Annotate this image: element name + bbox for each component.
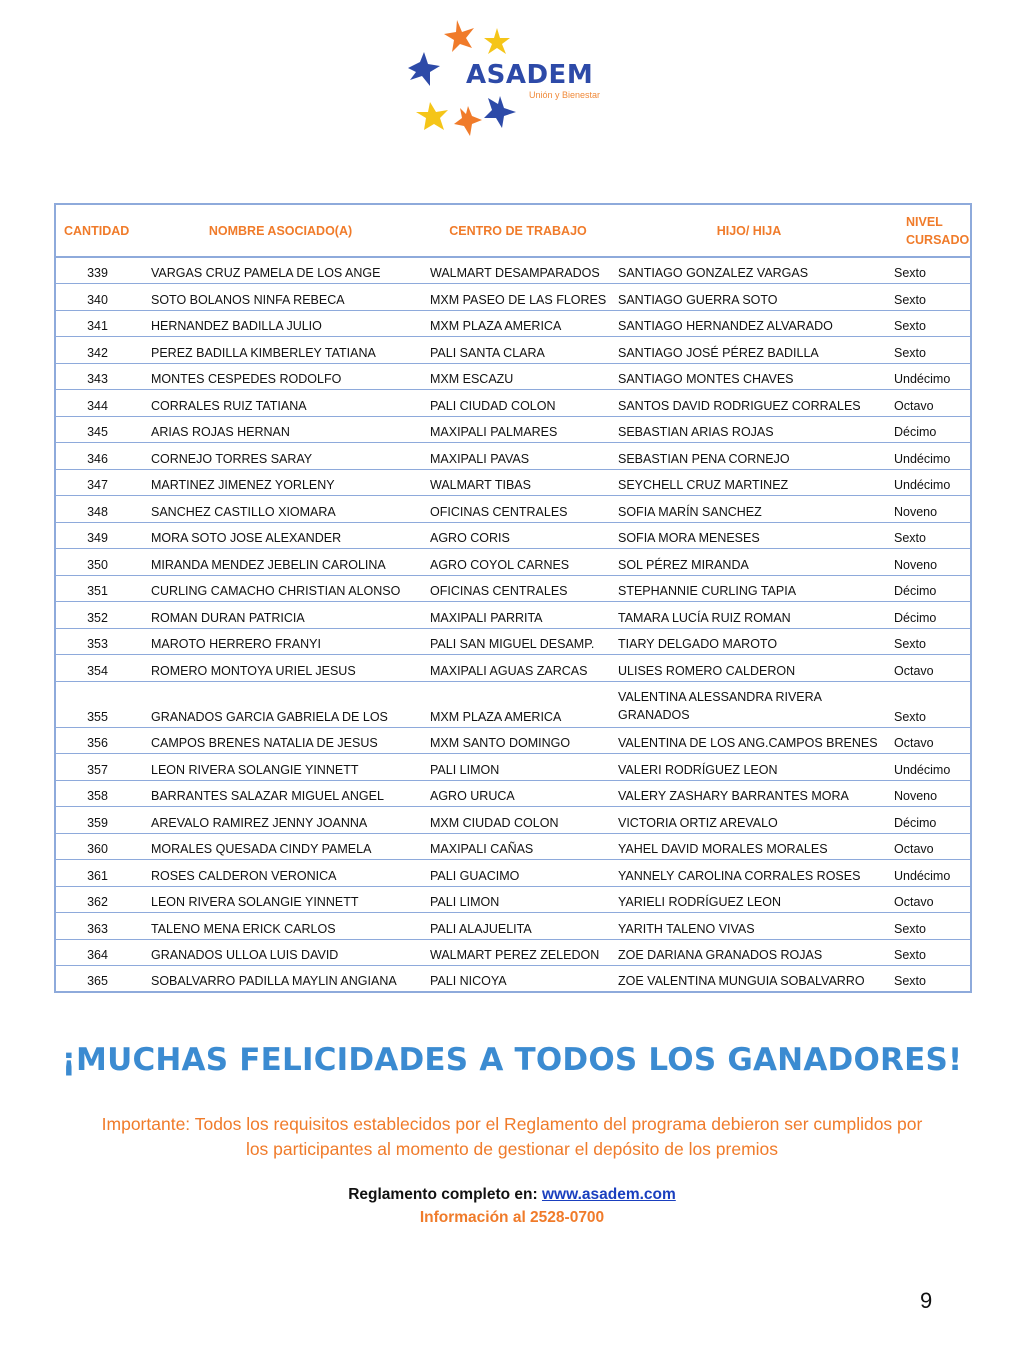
cell-nombre-asociado: MARTINEZ JIMENEZ YORLENY [139, 469, 422, 496]
cell-nivel-cursado: Sexto [884, 257, 971, 284]
cell-nombre-asociado: CORRALES RUIZ TATIANA [139, 390, 422, 417]
table-row [55, 780, 971, 807]
table-row [55, 310, 971, 337]
cell-nombre-asociado: MIRANDA MENDEZ JEBELIN CAROLINA [139, 549, 422, 576]
cell-cantidad: 345 [55, 416, 139, 443]
cell-cantidad: 363 [55, 913, 139, 940]
cell-cantidad: 340 [55, 284, 139, 311]
cell-centro-trabajo: OFICINAS CENTRALES [422, 496, 614, 523]
cell-nombre-asociado: CAMPOS BRENES NATALIA DE JESUS [139, 727, 422, 754]
cell-cantidad: 348 [55, 496, 139, 523]
table-row [55, 807, 971, 834]
cell-hijo-hija: ZOE VALENTINA MUNGUIA SOBALVARRO [614, 966, 884, 993]
cell-nivel-cursado: Octavo [884, 833, 971, 860]
cell-hijo-hija: SOL PÉREZ MIRANDA [614, 549, 884, 576]
cell-cantidad: 350 [55, 549, 139, 576]
table-row [55, 390, 971, 417]
cell-hijo-hija: SEBASTIAN ARIAS ROJAS [614, 416, 884, 443]
table-row [55, 284, 971, 311]
cell-nivel-cursado: Sexto [884, 628, 971, 655]
cell-centro-trabajo: WALMART TIBAS [422, 469, 614, 496]
logo-tagline: Unión y Bienestar [529, 90, 601, 100]
cell-nombre-asociado: MORALES QUESADA CINDY PAMELA [139, 833, 422, 860]
cell-cantidad: 339 [55, 257, 139, 284]
congratulations-headline: ¡MUCHAS FELICIDADES A TODOS LOS GANADORES! [61, 1042, 963, 1078]
info-phone: Información al 2528-0700 [419, 1209, 605, 1226]
cell-cantidad: 353 [55, 628, 139, 655]
asadem-website-link[interactable]: www.asadem.com [541, 1186, 676, 1203]
cell-hijo-hija: YARIELI RODRÍGUEZ LEON [614, 886, 884, 913]
header-nivel-cursado: NIVEL CURSADO [884, 204, 971, 257]
winners-table [54, 203, 972, 993]
table-row [55, 496, 971, 523]
reglamento-line [0, 1186, 1024, 1204]
cell-hijo-hija: YAHEL DAVID MORALES MORALES [614, 833, 884, 860]
table-row [55, 628, 971, 655]
cell-nivel-cursado: Octavo [884, 655, 971, 682]
cell-nombre-asociado: LEON RIVERA SOLANGIE YINNETT [139, 754, 422, 781]
cell-hijo-hija: VALERI RODRÍGUEZ LEON [614, 754, 884, 781]
cell-centro-trabajo: MXM PLAZA AMERICA [422, 681, 614, 727]
cell-nombre-asociado: GRANADOS ULLOA LUIS DAVID [139, 939, 422, 966]
table-row [55, 257, 971, 284]
cell-nivel-cursado: Undécimo [884, 443, 971, 470]
table-row [55, 913, 971, 940]
cell-hijo-hija: SEBASTIAN PENA CORNEJO [614, 443, 884, 470]
cell-cantidad: 365 [55, 966, 139, 993]
cell-nivel-cursado: Noveno [884, 496, 971, 523]
cell-nivel-cursado: Sexto [884, 913, 971, 940]
cell-hijo-hija: SANTIAGO MONTES CHAVES [614, 363, 884, 390]
cell-cantidad: 347 [55, 469, 139, 496]
table-row [55, 886, 971, 913]
cell-nombre-asociado: SOBALVARRO PADILLA MAYLIN ANGIANA [139, 966, 422, 993]
cell-centro-trabajo: MXM ESCAZU [422, 363, 614, 390]
table-row [55, 522, 971, 549]
cell-hijo-hija: SOFIA MARÍN SANCHEZ [614, 496, 884, 523]
cell-hijo-hija: VICTORIA ORTIZ AREVALO [614, 807, 884, 834]
cell-cantidad: 349 [55, 522, 139, 549]
cell-nivel-cursado: Undécimo [884, 860, 971, 887]
table-body [55, 257, 971, 992]
table-row [55, 443, 971, 470]
cell-nombre-asociado: CURLING CAMACHO CHRISTIAN ALONSO [139, 575, 422, 602]
cell-centro-trabajo: AGRO COYOL CARNES [422, 549, 614, 576]
cell-centro-trabajo: AGRO CORIS [422, 522, 614, 549]
cell-nombre-asociado: TALENO MENA ERICK CARLOS [139, 913, 422, 940]
cell-nivel-cursado: Octavo [884, 390, 971, 417]
cell-hijo-hija: SANTOS DAVID RODRIGUEZ CORRALES [614, 390, 884, 417]
cell-centro-trabajo: MAXIPALI PALMARES [422, 416, 614, 443]
cell-hijo-hija: TIARY DELGADO MAROTO [614, 628, 884, 655]
cell-hijo-hija: SEYCHELL CRUZ MARTINEZ [614, 469, 884, 496]
page-number: 9 [920, 1288, 933, 1313]
cell-hijo-hija: SOFIA MORA MENESES [614, 522, 884, 549]
cell-nombre-asociado: ARIAS ROJAS HERNAN [139, 416, 422, 443]
cell-nivel-cursado: Sexto [884, 310, 971, 337]
cell-centro-trabajo: MXM PLAZA AMERICA [422, 310, 614, 337]
cell-nivel-cursado: Noveno [884, 549, 971, 576]
cell-nivel-cursado: Sexto [884, 939, 971, 966]
cell-nombre-asociado: SOTO BOLANOS NINFA REBECA [139, 284, 422, 311]
cell-hijo-hija: SANTIAGO JOSÉ PÉREZ BADILLA [614, 337, 884, 364]
cell-centro-trabajo: PALI CIUDAD COLON [422, 390, 614, 417]
table-row [55, 655, 971, 682]
cell-nivel-cursado: Décimo [884, 602, 971, 629]
cell-nivel-cursado: Octavo [884, 727, 971, 754]
reglamento-label: Reglamento completo en: [348, 1186, 542, 1203]
table-row [55, 727, 971, 754]
cell-hijo-hija: SANTIAGO HERNANDEZ ALVARADO [614, 310, 884, 337]
cell-nombre-asociado: CORNEJO TORRES SARAY [139, 443, 422, 470]
cell-centro-trabajo: PALI GUACIMO [422, 860, 614, 887]
table-row [55, 754, 971, 781]
header-hijo-hija: HIJO/ HIJA [614, 204, 884, 257]
table-row [55, 602, 971, 629]
cell-cantidad: 356 [55, 727, 139, 754]
cell-nombre-asociado: LEON RIVERA SOLANGIE YINNETT [139, 886, 422, 913]
cell-nombre-asociado: VARGAS CRUZ PAMELA DE LOS ANGE [139, 257, 422, 284]
cell-nombre-asociado: MORA SOTO JOSE ALEXANDER [139, 522, 422, 549]
header-nombre-asociado: NOMBRE ASOCIADO(A) [139, 204, 422, 257]
cell-hijo-hija: ULISES ROMERO CALDERON [614, 655, 884, 682]
table-row [55, 966, 971, 993]
cell-hijo-hija: YANNELY CAROLINA CORRALES ROSES [614, 860, 884, 887]
asadem-logo [400, 16, 630, 140]
cell-centro-trabajo: MAXIPALI PAVAS [422, 443, 614, 470]
table-row [55, 833, 971, 860]
table-row [55, 469, 971, 496]
cell-centro-trabajo: MAXIPALI AGUAS ZARCAS [422, 655, 614, 682]
cell-nombre-asociado: MAROTO HERRERO FRANYI [139, 628, 422, 655]
cell-nivel-cursado: Décimo [884, 807, 971, 834]
cell-nombre-asociado: ROSES CALDERON VERONICA [139, 860, 422, 887]
logo-wordmark: ASADEM [466, 60, 594, 90]
cell-cantidad: 342 [55, 337, 139, 364]
table-row [55, 939, 971, 966]
header-cantidad: CANTIDAD [55, 204, 139, 257]
cell-cantidad: 351 [55, 575, 139, 602]
cell-nombre-asociado: ROMAN DURAN PATRICIA [139, 602, 422, 629]
cell-cantidad: 360 [55, 833, 139, 860]
cell-hijo-hija: SANTIAGO GUERRA SOTO [614, 284, 884, 311]
cell-hijo-hija: VALENTINA ALESSANDRA RIVERA GRANADOS [614, 681, 884, 727]
cell-hijo-hija: ZOE DARIANA GRANADOS ROJAS [614, 939, 884, 966]
cell-centro-trabajo: OFICINAS CENTRALES [422, 575, 614, 602]
cell-nivel-cursado: Sexto [884, 522, 971, 549]
cell-hijo-hija: STEPHANNIE CURLING TAPIA [614, 575, 884, 602]
cell-nivel-cursado: Sexto [884, 681, 971, 727]
cell-nivel-cursado: Undécimo [884, 469, 971, 496]
cell-cantidad: 346 [55, 443, 139, 470]
cell-hijo-hija: VALERY ZASHARY BARRANTES MORA [614, 780, 884, 807]
cell-cantidad: 341 [55, 310, 139, 337]
cell-hijo-hija: TAMARA LUCÍA RUIZ ROMAN [614, 602, 884, 629]
cell-cantidad: 357 [55, 754, 139, 781]
cell-hijo-hija: SANTIAGO GONZALEZ VARGAS [614, 257, 884, 284]
cell-nivel-cursado: Undécimo [884, 754, 971, 781]
cell-nivel-cursado: Décimo [884, 416, 971, 443]
cell-centro-trabajo: PALI ALAJUELITA [422, 913, 614, 940]
cell-hijo-hija: VALENTINA DE LOS ANG.CAMPOS BRENES [614, 727, 884, 754]
table-row [55, 549, 971, 576]
cell-cantidad: 354 [55, 655, 139, 682]
cell-cantidad: 364 [55, 939, 139, 966]
cell-cantidad: 361 [55, 860, 139, 887]
cell-hijo-hija: YARITH TALENO VIVAS [614, 913, 884, 940]
table-header-row [55, 204, 971, 257]
table-row [55, 416, 971, 443]
cell-centro-trabajo: AGRO URUCA [422, 780, 614, 807]
cell-cantidad: 355 [55, 681, 139, 727]
cell-centro-trabajo: PALI NICOYA [422, 966, 614, 993]
cell-cantidad: 352 [55, 602, 139, 629]
cell-nivel-cursado: Noveno [884, 780, 971, 807]
winners-table-container [54, 203, 970, 993]
cell-cantidad: 358 [55, 780, 139, 807]
cell-nombre-asociado: BARRANTES SALAZAR MIGUEL ANGEL [139, 780, 422, 807]
cell-centro-trabajo: MXM SANTO DOMINGO [422, 727, 614, 754]
cell-nivel-cursado: Sexto [884, 966, 971, 993]
cell-cantidad: 362 [55, 886, 139, 913]
cell-nivel-cursado: Décimo [884, 575, 971, 602]
cell-nombre-asociado: AREVALO RAMIREZ JENNY JOANNA [139, 807, 422, 834]
table-row [55, 575, 971, 602]
cell-cantidad: 359 [55, 807, 139, 834]
table-row [55, 337, 971, 364]
cell-nombre-asociado: SANCHEZ CASTILLO XIOMARA [139, 496, 422, 523]
table-row [55, 860, 971, 887]
cell-cantidad: 344 [55, 390, 139, 417]
cell-centro-trabajo: WALMART DESAMPARADOS [422, 257, 614, 284]
cell-centro-trabajo: MAXIPALI PARRITA [422, 602, 614, 629]
cell-centro-trabajo: MXM CIUDAD COLON [422, 807, 614, 834]
table-row [55, 363, 971, 390]
cell-nombre-asociado: HERNANDEZ BADILLA JULIO [139, 310, 422, 337]
cell-nombre-asociado: ROMERO MONTOYA URIEL JESUS [139, 655, 422, 682]
table-row [55, 681, 971, 727]
cell-nivel-cursado: Undécimo [884, 363, 971, 390]
cell-nombre-asociado: MONTES CESPEDES RODOLFO [139, 363, 422, 390]
cell-centro-trabajo: PALI SANTA CLARA [422, 337, 614, 364]
cell-nivel-cursado: Octavo [884, 886, 971, 913]
cell-nivel-cursado: Sexto [884, 284, 971, 311]
cell-nombre-asociado: PEREZ BADILLA KIMBERLEY TATIANA [139, 337, 422, 364]
cell-centro-trabajo: MAXIPALI CAÑAS [422, 833, 614, 860]
cell-nivel-cursado: Sexto [884, 337, 971, 364]
cell-centro-trabajo: PALI SAN MIGUEL DESAMP. [422, 628, 614, 655]
cell-centro-trabajo: MXM PASEO DE LAS FLORES [422, 284, 614, 311]
cell-centro-trabajo: PALI LIMON [422, 754, 614, 781]
cell-centro-trabajo: PALI LIMON [422, 886, 614, 913]
cell-cantidad: 343 [55, 363, 139, 390]
cell-nombre-asociado: GRANADOS GARCIA GABRIELA DE LOS [139, 681, 422, 727]
important-notice: Importante: Todos los requisitos establecidos por el Reglamento del programa debieron ser cumplidos por los participantes al momento de gestionar el depósito de los premios [101, 1114, 923, 1159]
cell-centro-trabajo: WALMART PEREZ ZELEDON [422, 939, 614, 966]
header-centro-trabajo: CENTRO DE TRABAJO [422, 204, 614, 257]
